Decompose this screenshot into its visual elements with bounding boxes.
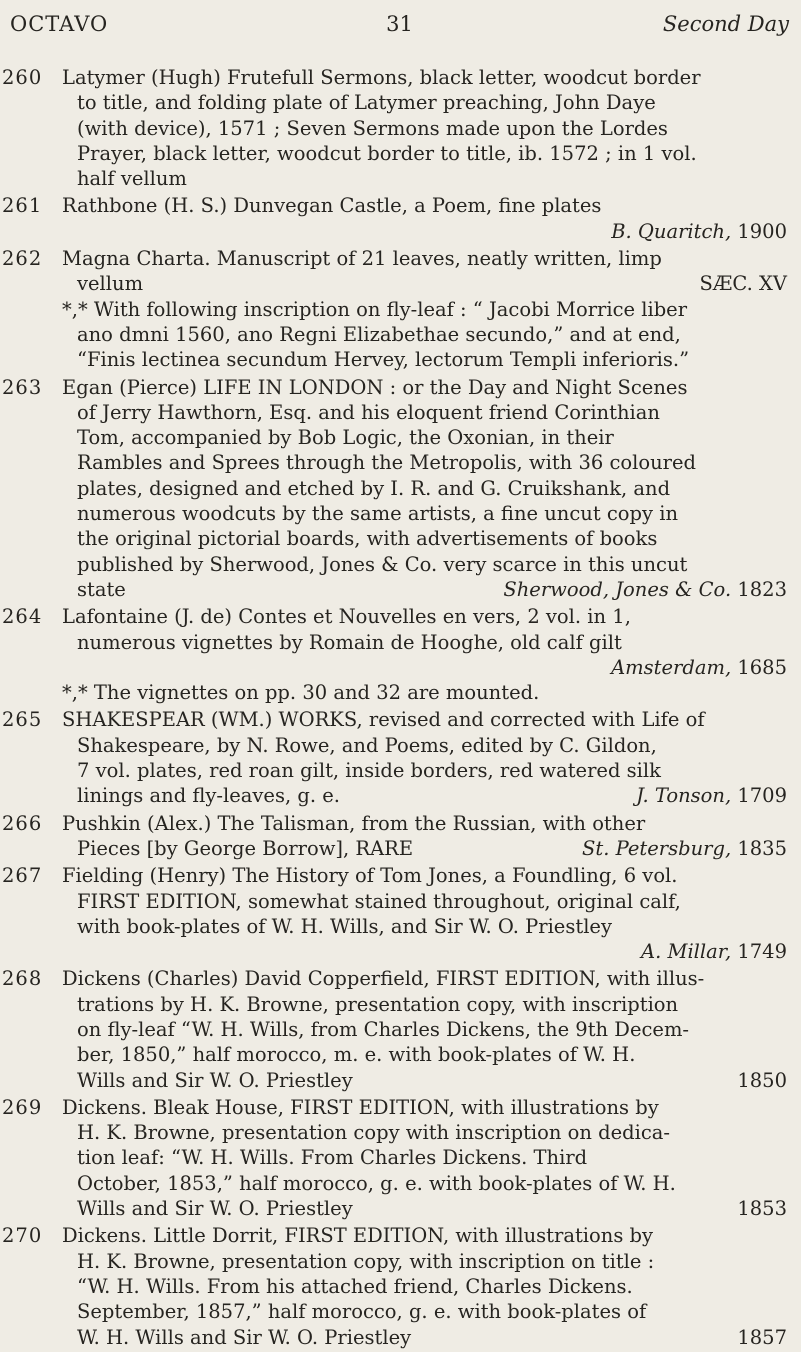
description-line: “W. H. Wills. From his attached friend, Charles Dickens. bbox=[77, 1274, 633, 1298]
lot-number: 270 bbox=[2, 1224, 43, 1248]
description-line: state bbox=[77, 577, 126, 601]
description-line: published by Sherwood, Jones & Co. very scarce in this uncut bbox=[77, 552, 688, 576]
description-line: Wills and Sir W. O. Priestley bbox=[77, 1068, 353, 1092]
description-line: numerous vignettes by Romain de Hooghe, old calf gilt bbox=[77, 630, 622, 654]
description-line: with book-plates of W. H. Wills, and Sir W. O. Priestley bbox=[77, 914, 612, 938]
year: 1853 bbox=[737, 1197, 787, 1221]
description-line: linings and fly-leaves, g. e. bbox=[77, 784, 340, 808]
description-line: Egan (Pierce) LIFE IN LONDON : or the Day and Night Scenes bbox=[62, 375, 688, 399]
description-line: vellum bbox=[77, 272, 144, 296]
description-line: H. K. Browne, presentation copy with inscription on dedica- bbox=[77, 1121, 671, 1145]
description-line: Pushkin (Alex.) The Talisman, from the Russian, with other bbox=[62, 811, 646, 835]
description-line: Fielding (Henry) The History of Tom Jones, a Foundling, 6 vol. bbox=[62, 864, 678, 888]
publisher: A. Millar, bbox=[641, 940, 738, 964]
lot-number: 267 bbox=[2, 864, 43, 888]
catalogue-entry bbox=[0, 863, 801, 964]
description-line: of Jerry Hawthorn, Esq. and his eloquent friend Corinthian bbox=[77, 400, 660, 424]
description-line: September, 1857,” half morocco, g. e. with book-plates of bbox=[77, 1300, 647, 1324]
description-line: (with device), 1571 ; Seven Sermons made upon the Lordes bbox=[77, 116, 668, 140]
lot-description bbox=[62, 375, 787, 603]
description-line: SHAKESPEAR (WM.) WORKS, revised and corrected with Life of bbox=[62, 708, 705, 732]
imprint bbox=[62, 219, 787, 244]
page-number: 31 bbox=[386, 12, 413, 36]
description-line: Pieces [by George Borrow], RARE bbox=[77, 836, 414, 860]
note-line: “Finis lectinea secundum Hervey, lectorum Templi inferioris.” bbox=[77, 348, 690, 372]
description-line: Prayer, black letter, woodcut border to title, ib. 1572 ; in 1 vol. bbox=[77, 141, 697, 165]
lot-description bbox=[62, 966, 787, 1092]
description-line: H. K. Browne, presentation copy, with inscription on title : bbox=[77, 1249, 655, 1273]
description-line: Rathbone (H. S.) Dunvegan Castle, a Poem, fine plates bbox=[62, 194, 602, 218]
catalogue-entry bbox=[0, 604, 801, 705]
year: 1823 bbox=[737, 577, 787, 601]
description-line: Tom, accompanied by Bob Logic, the Oxonian, in their bbox=[77, 426, 614, 450]
description-line: Wills and Sir W. O. Priestley bbox=[77, 1197, 353, 1221]
publisher: B. Quaritch, bbox=[611, 219, 738, 243]
lot-description bbox=[62, 604, 787, 705]
description-line: the original pictorial boards, with advertisements of books bbox=[77, 527, 658, 551]
catalogue-entry bbox=[0, 707, 801, 808]
date-label: SÆC. XV bbox=[699, 272, 787, 296]
catalogue-entry bbox=[0, 246, 801, 372]
year: 1749 bbox=[737, 940, 787, 964]
publisher: Sherwood, Jones & Co. bbox=[503, 577, 738, 601]
lot-description bbox=[62, 246, 787, 372]
note-line: *,* The vignettes on pp. 30 and 32 are mounted. bbox=[62, 681, 540, 705]
description-line: Dickens (Charles) David Copperfield, FIRST EDITION, with illus- bbox=[62, 967, 705, 991]
description-line: trations by H. K. Browne, presentation copy, with inscription bbox=[77, 992, 679, 1016]
lot-number: 261 bbox=[2, 194, 43, 218]
publisher: St. Petersburg, bbox=[582, 836, 738, 860]
year: 1685 bbox=[737, 655, 787, 679]
lot-number: 260 bbox=[2, 66, 43, 89]
description-line: Lafontaine (J. de) Contes et Nouvelles en vers, 2 vol. in 1, bbox=[62, 605, 631, 629]
note-line: *,* With following inscription on fly-leaf : “ Jacobi Morrice liber bbox=[62, 297, 688, 321]
year: 1709 bbox=[737, 784, 787, 808]
description-line: October, 1853,” half morocco, g. e. with book-plates of W. H. bbox=[77, 1171, 676, 1195]
catalogue-entry bbox=[0, 193, 801, 244]
description-line: Dickens. Bleak House, FIRST EDITION, with illustrations by bbox=[62, 1095, 659, 1119]
description-line: to title, and folding plate of Latymer preaching, John Daye bbox=[77, 91, 656, 115]
imprint bbox=[62, 271, 787, 296]
year: 1900 bbox=[737, 219, 787, 243]
description-line: on fly-leaf “W. H. Wills, from Charles Dickens, the 9th Decem- bbox=[77, 1017, 690, 1041]
catalogue-entry bbox=[0, 811, 801, 862]
page-header bbox=[10, 12, 789, 42]
year: 1857 bbox=[737, 1325, 787, 1349]
header-format: OCTAVO bbox=[10, 12, 109, 36]
description-line: numerous woodcuts by the same artists, a fine uncut copy in bbox=[77, 502, 679, 526]
note-line: ano dmni 1560, ano Regni Elizabethae secundo,” and at end, bbox=[77, 322, 681, 346]
lot-number: 269 bbox=[2, 1095, 43, 1119]
description-line: Shakespeare, by N. Rowe, and Poems, edited by C. Gildon, bbox=[77, 733, 657, 757]
lot-description bbox=[62, 811, 787, 862]
lot-description bbox=[62, 65, 787, 191]
lot-number: 264 bbox=[2, 605, 43, 629]
description-line: Latymer (Hugh) Frutefull Sermons, black letter, woodcut border bbox=[62, 66, 701, 89]
description-line: FIRST EDITION, somewhat stained throughout, original calf, bbox=[77, 889, 681, 913]
header-day: Second Day bbox=[662, 12, 789, 36]
description-line: half vellum bbox=[77, 167, 187, 191]
publisher: J. Tonson, bbox=[636, 784, 738, 808]
description-line: Rambles and Sprees through the Metropolis, with 36 coloured bbox=[77, 451, 696, 475]
catalogue-entry bbox=[0, 966, 801, 1092]
catalogue-entry bbox=[0, 65, 801, 191]
year: 1835 bbox=[737, 836, 787, 860]
imprint bbox=[62, 939, 787, 964]
catalogue-entry bbox=[0, 375, 801, 603]
imprint bbox=[62, 655, 787, 680]
description-line: Magna Charta. Manuscript of 21 leaves, neatly written, limp bbox=[62, 247, 662, 271]
year: 1850 bbox=[737, 1068, 787, 1092]
catalogue-entries bbox=[0, 65, 801, 1352]
description-line: W. H. Wills and Sir W. O. Priestley bbox=[77, 1325, 412, 1349]
lot-description bbox=[62, 707, 787, 808]
lot-number: 262 bbox=[2, 247, 43, 271]
lot-description bbox=[62, 863, 787, 964]
lot-number: 268 bbox=[2, 967, 43, 991]
lot-description bbox=[62, 1095, 787, 1221]
lot-number: 266 bbox=[2, 811, 43, 835]
description-line: ber, 1850,” half morocco, m. e. with book-plates of W. H. bbox=[77, 1043, 636, 1067]
catalogue-entry bbox=[0, 1095, 801, 1221]
publisher: Amsterdam, bbox=[611, 655, 738, 679]
lot-description bbox=[62, 193, 787, 244]
lot-number: 263 bbox=[2, 375, 43, 399]
lot-number: 265 bbox=[2, 708, 43, 732]
description-line: plates, designed and etched by I. R. and G. Cruikshank, and bbox=[77, 476, 671, 500]
description-line: 7 vol. plates, red roan gilt, inside borders, red watered silk bbox=[77, 759, 661, 783]
description-line: Dickens. Little Dorrit, FIRST EDITION, with illustrations by bbox=[62, 1224, 654, 1248]
imprint bbox=[62, 577, 787, 602]
description-line: tion leaf: “W. H. Wills. From Charles Dickens. Third bbox=[77, 1146, 588, 1170]
